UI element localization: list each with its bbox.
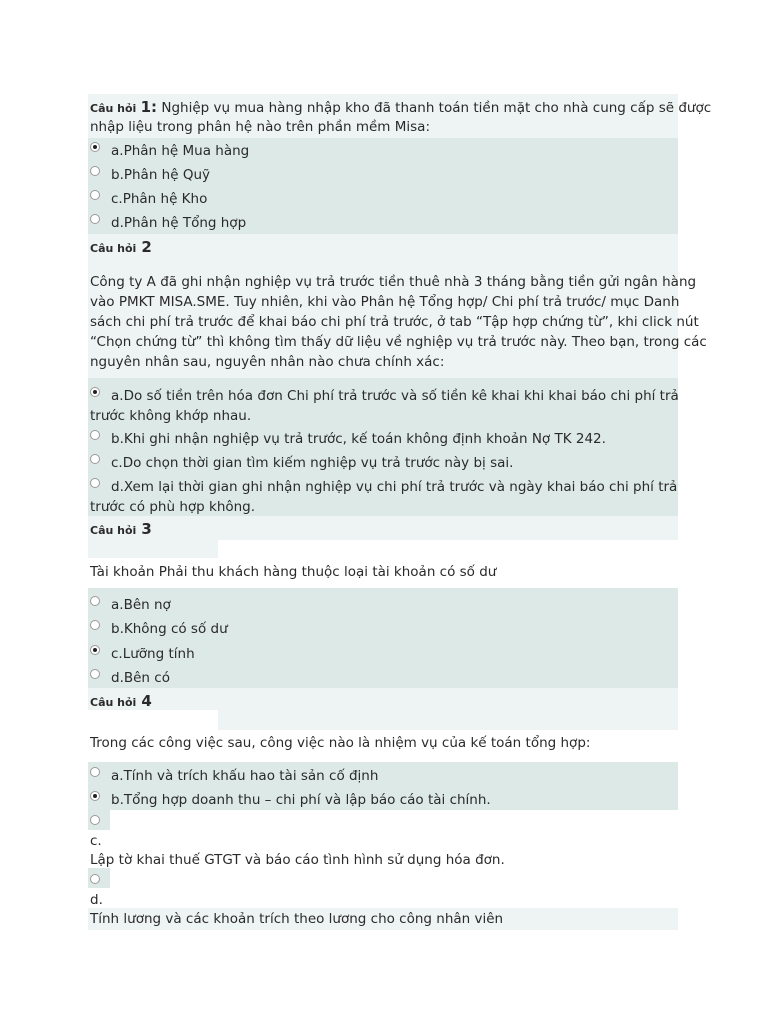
radio-icon[interactable]	[90, 596, 100, 606]
question-2-text-line-4: “Chọn chứng từ” thì không tìm thấy dữ liệu về nghiệp vụ trả trước này. Theo bạn, trong các	[90, 334, 707, 350]
question-4-option-d-radio-icon[interactable]	[90, 874, 100, 884]
option-text: b.Khi ghi nhận nghiệp vụ trả trước, kế toán không định khoản Nợ TK 242.	[111, 431, 606, 447]
radio-icon[interactable]	[90, 214, 100, 224]
radio-icon[interactable]	[90, 767, 100, 777]
question-4-text: Trong các công việc sau, công việc nào là nhiệm vụ của kế toán tổng hợp:	[90, 735, 591, 751]
question-4-heading	[90, 691, 152, 710]
option-text: d.Bên có	[111, 670, 170, 686]
question-3-option-a[interactable]	[90, 595, 171, 617]
radio-icon[interactable]	[90, 166, 100, 176]
radio-icon[interactable]	[90, 430, 100, 440]
question-2-option-d[interactable]	[90, 477, 677, 499]
question-3-label-band	[88, 516, 678, 540]
option-text: d.Xem lại thời gian ghi nhận nghiệp vụ chi phí trả trước và ngày khai báo chi phí trả	[111, 479, 678, 495]
radio-icon[interactable]	[90, 454, 100, 464]
question-2-option-a[interactable]	[90, 386, 679, 408]
option-text: a.Do số tiền trên hóa đơn Chi phí trả trước và số tiền kê khai khi khai báo chi phí trả	[111, 388, 679, 404]
question-2-heading	[90, 237, 152, 256]
question-3-option-b[interactable]	[90, 619, 228, 641]
question-2-option-d-line-2: trước có phù hợp không.	[90, 499, 256, 515]
radio-checked-icon[interactable]	[90, 791, 100, 801]
question-2-label: Câu hỏi	[90, 242, 137, 255]
question-4-option-d-text: Tính lương và các khoản trích theo lương cho công nhân viên	[90, 911, 504, 927]
option-text: d.Phân hệ Tổng hợp	[111, 215, 247, 231]
question-1-number: 1:	[140, 98, 158, 116]
question-1-text-line-2: nhập liệu trong phân hệ nào trên phần mềm Misa:	[90, 119, 430, 135]
option-text: c.Lưỡng tính	[111, 646, 195, 662]
option-text: a.Phân hệ Mua hàng	[111, 143, 250, 159]
question-4-number: 4	[141, 692, 152, 710]
question-1-label: Câu hỏi	[90, 102, 137, 115]
option-text: b.Không có số dư	[111, 621, 228, 637]
question-4-option-c-radio-icon[interactable]	[90, 815, 100, 825]
question-4-label-band-tab	[218, 710, 678, 730]
question-2-text-line-5: nguyên nhân sau, nguyên nhân nào chưa chính xác:	[90, 354, 445, 370]
question-4-option-b[interactable]	[90, 790, 491, 812]
option-text: a.Bên nợ	[111, 597, 171, 613]
radio-checked-icon[interactable]	[90, 387, 100, 397]
question-4-option-c-text: Lập tờ khai thuế GTGT và báo cáo tình hình sử dụng hóa đơn.	[90, 852, 505, 868]
radio-icon[interactable]	[90, 620, 100, 630]
question-1-option-b[interactable]	[90, 165, 210, 187]
question-1-option-c[interactable]	[90, 189, 207, 211]
question-2-option-b[interactable]	[90, 429, 606, 451]
question-3-option-c[interactable]	[90, 644, 195, 666]
question-2-number: 2	[141, 238, 152, 256]
question-1-first-line	[90, 97, 711, 119]
question-2-label-band	[88, 234, 678, 270]
option-text: a.Tính và trích khấu hao tài sản cố định	[111, 768, 379, 784]
question-2-option-a-line-2: trước không khớp nhau.	[90, 408, 252, 424]
question-4-option-d-letter: d.	[90, 892, 103, 908]
question-4-option-c-letter: c.	[90, 833, 102, 849]
radio-checked-icon[interactable]	[90, 142, 100, 152]
question-2-text-line-1: Công ty A đã ghi nhận nghiệp vụ trả trước tiền thuê nhà 3 tháng bằng tiền gửi ngân hàng	[90, 274, 697, 290]
question-3-heading	[90, 519, 152, 538]
question-4-label-band	[88, 688, 678, 710]
radio-checked-icon[interactable]	[90, 645, 100, 655]
question-2-text-line-2: vào PMKT MISA.SME. Tuy nhiên, khi vào Phân hệ Tổng hợp/ Chi phí trả trước/ mục Danh	[90, 294, 680, 310]
radio-icon[interactable]	[90, 190, 100, 200]
option-text: b.Tổng hợp doanh thu – chi phí và lập báo cáo tài chính.	[111, 792, 491, 808]
question-1-option-a[interactable]	[90, 141, 249, 163]
option-text: c.Phân hệ Kho	[111, 191, 208, 207]
question-3-label-band-tab	[88, 540, 218, 558]
question-3-label: Câu hỏi	[90, 524, 137, 537]
question-4-option-a[interactable]	[90, 766, 378, 788]
option-text: b.Phân hệ Quỹ	[111, 167, 211, 183]
radio-icon[interactable]	[90, 669, 100, 679]
option-text: c.Do chọn thời gian tìm kiếm nghiệp vụ trả trước này bị sai.	[111, 455, 514, 471]
question-2-text-line-3: sách chi phí trả trước để khai báo chi phí trả trước, ở tab “Tập hợp chứng từ”, khi click nút	[90, 314, 699, 330]
radio-icon[interactable]	[90, 478, 100, 488]
question-3-text: Tài khoản Phải thu khách hàng thuộc loại tài khoản có số dư	[90, 564, 497, 580]
question-1-option-d[interactable]	[90, 213, 246, 235]
question-3-option-d[interactable]	[90, 668, 170, 690]
question-2-option-c[interactable]	[90, 453, 513, 475]
question-3-number: 3	[141, 520, 152, 538]
question-4-label: Câu hỏi	[90, 696, 137, 709]
question-1-text-line-1: Nghiệp vụ mua hàng nhập kho đã thanh toán tiền mặt cho nhà cung cấp sẽ được	[161, 100, 712, 116]
